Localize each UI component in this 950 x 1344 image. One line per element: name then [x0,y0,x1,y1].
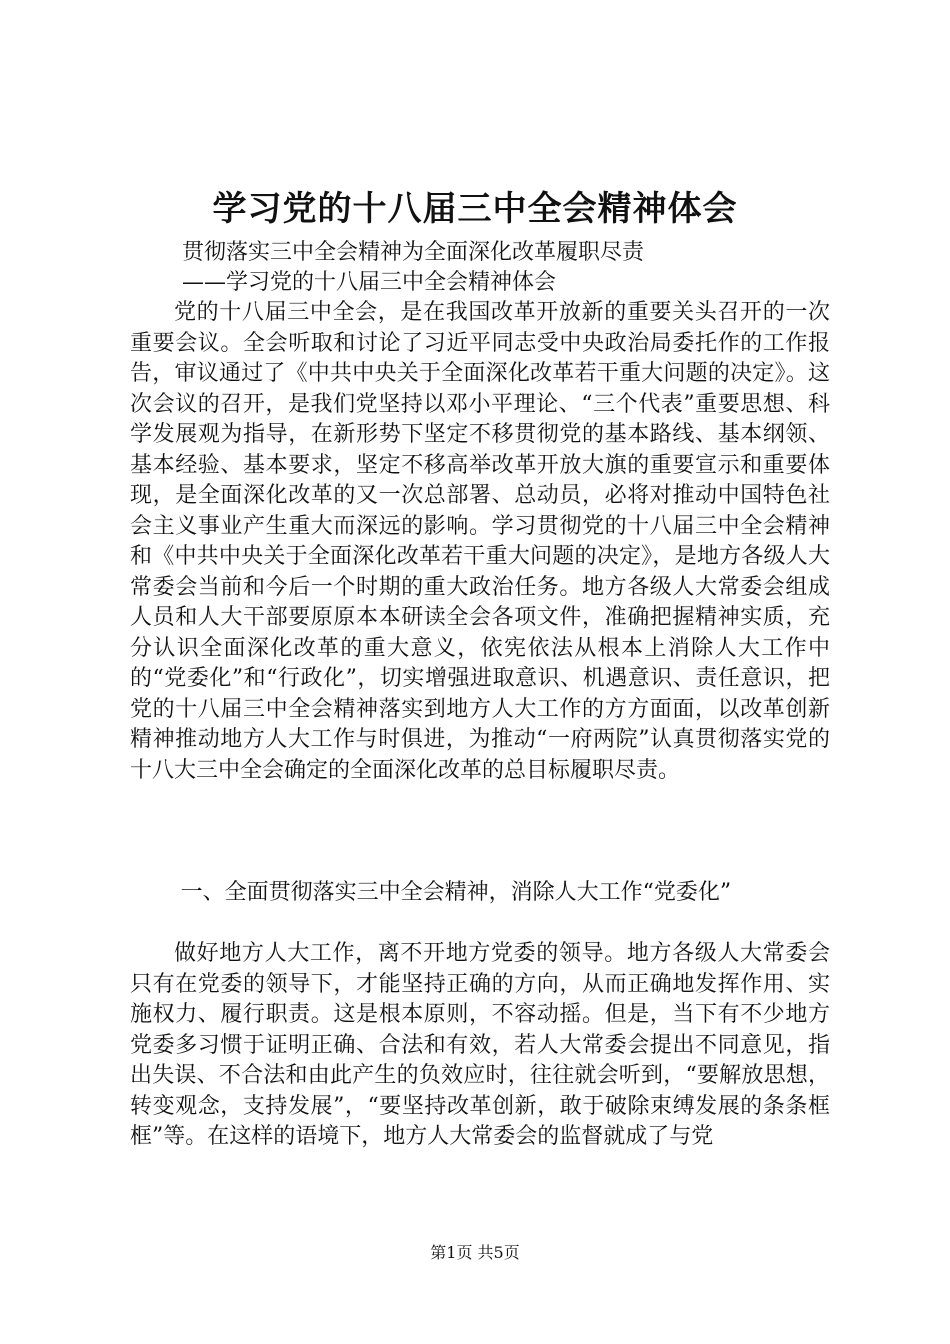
document-title: 学习党的十八届三中全会精神体会 [212,189,738,229]
paragraph-2: 做好地方人大工作，离不开地方党委的领导。地方各级人大常委会只有在党委的领导下，才能坚持正确的方向，从而正确地发挥作用、实施权力、履行职责。这是根本原则，不容动摇。但是，当下有不少地方党委多习惯于证明正确、合法和有效，若人大常委会提出不同意见，指出失误、不合法和由此产生的负效应时，往往就会听到，“要解放思想，转变观念，支持发展”，“要坚持改革创新，敢于破除束缚发展的条条框框”等。在这样的语境下，地方人大常委会的监督就成了与党 [130,941,830,1149]
subtitle-line-2: ——学习党的十八届三中全会精神体会 [182,270,557,295]
subtitle-line-1: 贯彻落实三中全会精神为全面深化改革履职尽责 [182,240,645,265]
page-footer: 第1页 共5页 [430,1243,520,1262]
paragraph-1: 党的十八届三中全会，是在我国改革开放新的重要关头召开的一次重要会议。全会听取和讨论了习近平同志受中央政治局委托作的工作报告，审议通过了《中共中央关于全面深化改革若干重大问题的决定》。这次会议的召开，是我们党坚持以邓小平理论、“三个代表”重要思想、科学发展观为指导，在新形势下坚定不移贯彻党的基本路线、基本纲领、基本经验、基本要求，坚定不移高举改革开放大旗的重要宣示和重要体现，是全面深化改革的又一次总部署、总动员，必将对推动中国特色社会主义事业产生重大而深远的影响。学习贯彻党的十八届三中全会精神和《中共中央关于全面深化改革若干重大问题的决定》，是地方各级人大常委会当前和今后一个时期的重大政治任务。地方各级人大常委会组成人员和人大干部要原原本本研读全会各项文件，准确把握精神实质，充分认识全面深化改革的重大意义，依宪依法从根本上消除人大工作中的“党委化”和“行政化”，切实增强进取意识、机遇意识、责任意识，把党的十八届三中全会精神落实到地方人大工作的方方面面，以改革创新精神推动地方人大工作与时俱进，为推动“一府两院”认真贯彻落实党的十八大三中全会确定的全面深化改革的总目标履职尽责。 [130,300,830,783]
section-heading-1: 一、全面贯彻落实三中全会精神，消除人大工作“党委化” [180,880,732,905]
